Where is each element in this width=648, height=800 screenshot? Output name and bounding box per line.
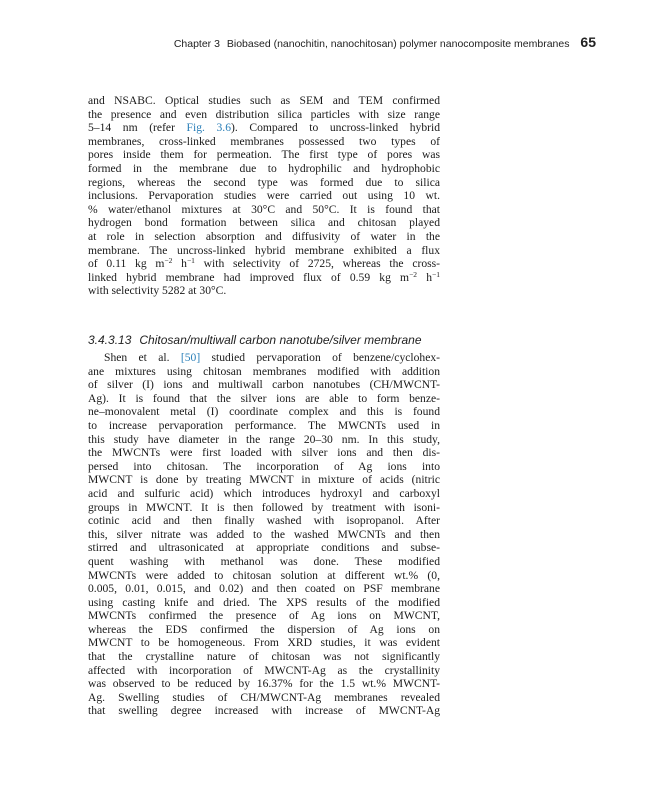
text-line: Ag. Swelling studies of CH/MWCNT-Ag membranes revealed xyxy=(88,690,440,704)
text-line: MWCNTs confirmed the presence of Ag ions on MWCNT, xyxy=(88,609,440,623)
text-line: membrane. The uncross-linked hybrid membrane exhibited a flux xyxy=(88,243,440,257)
text-line: hydrogen bond formation between silica and chitosan played xyxy=(88,216,440,230)
text-line: MWCNT to be homogeneous. From XRD studies, it was evident xyxy=(88,636,440,650)
figure-link[interactable]: Fig. 3.6 xyxy=(186,121,231,135)
text-line: of 0.11 kg $m^{-2}$ $h^{-1}$ with selectivity of 2725, whereas the cross- xyxy=(88,256,441,271)
text-line: inclusions. Pervaporation studies were carried out using 10 wt. xyxy=(88,189,440,203)
text-line: using casting knife and dried. The XPS results of the modified xyxy=(88,595,440,609)
text-line: that the crystalline nature of chitosan was not significantly xyxy=(88,650,440,664)
text-line: persed into chitosan. The incorporation of Ag ions into xyxy=(88,459,440,473)
section-number: 3.4.3.13 xyxy=(88,333,132,347)
section-title: Chitosan/multiwall carbon nanotube/silver membrane xyxy=(139,333,422,347)
text-line: this, silver nitrate was added to the washed MWCNTs and then xyxy=(88,527,440,541)
page-number: 65 xyxy=(580,34,596,50)
reference-link[interactable]: [50] xyxy=(180,351,201,364)
text-line: 0.005, 0.01, 0.015, and 0.02) and then coated on PSF membrane xyxy=(88,582,440,596)
header-title: Biobased (nanochitin, nanochitosan) polymer nanocomposite membranes xyxy=(226,38,570,50)
text-line: whereas the EDS confirmed the dispersion of Ag ions on xyxy=(88,622,440,636)
text-line: this study have diameter in the range 20–30 nm. In this study, xyxy=(88,432,440,446)
text-line: Shen et al. [50] studied pervaporation of benzene/cyclohex- xyxy=(104,351,441,364)
text-line: of silver (I) ions and multiwall carbon nanotubes (CH/MWCNT- xyxy=(88,378,440,392)
text-line: MWCNTs were added to chitosan solution at different wt.% (0, xyxy=(88,568,440,582)
text-line: with selectivity 5282 at 30°C. xyxy=(88,284,227,298)
text-line: that swelling degree increased with increase of MWCNT-Ag xyxy=(88,704,440,718)
text-line: quent washing with methanol was done. These modified xyxy=(88,554,440,568)
text-line: linked hybrid membrane had improved flux of 0.59 kg $m^{-2}$ $h^{-1}$ xyxy=(88,269,440,284)
text-line: 5–14 nm (refer Fig. 3.6). Compared to uncross-linked hybrid xyxy=(88,121,440,135)
text-line: formed in the membrane due to hydrophilic and hydrophobic xyxy=(88,161,440,175)
text-line: affected with incorporation of MWCNT-Ag as the crystallinity xyxy=(88,663,440,677)
text-line: to increase pervaporation performance. The MWCNTs used in xyxy=(88,418,440,432)
text-line: pores inside them for permeation. The first type of pores was xyxy=(88,148,440,162)
text-line: Ag). It is found that the silver ions are able to form benze- xyxy=(88,391,440,405)
text-line: the presence and even distribution silica particles with size range xyxy=(88,107,440,121)
section-heading xyxy=(88,333,422,347)
text-line: membranes, cross-linked membranes possessed two types of xyxy=(88,134,440,148)
text-line: regions, whereas the second type was formed due to silica xyxy=(88,175,440,189)
text-line: % water/ethanol mixtures at 30°C and 50°C. It is found that xyxy=(88,202,440,216)
text-line: acid and sulfuric acid) which introduces hydroxyl and carboxyl xyxy=(88,486,440,500)
text-line: at role in selection absorption and diffusivity of water in the xyxy=(88,229,440,243)
text-line: ne–monovalent metal (I) coordinate complex and this is found xyxy=(88,405,440,419)
header-chapter: Chapter 3 xyxy=(173,38,220,50)
running-header xyxy=(0,34,596,50)
text-line: MWCNT is done by treating MWCNT in mixture of acids (nitric xyxy=(88,473,440,487)
text-line: was observed to be reduced by 16.37% for the 1.5 wt.% MWCNT- xyxy=(88,677,440,691)
text-line: cotinic acid and then finally washed with isopropanol. After xyxy=(88,514,440,528)
text-line: the MWCNTs were first loaded with silver ions and then dis- xyxy=(88,446,440,460)
text-line: stirred and ultrasonicated at appropriate conditions and subse- xyxy=(88,541,440,555)
paragraph-2 xyxy=(88,351,440,718)
text-line: ane mixtures using chitosan membranes modified with addition xyxy=(88,364,440,378)
text-line: groups in MWCNT. It is then followed by treatment with isoni- xyxy=(88,500,440,514)
paragraph-1 xyxy=(88,94,440,298)
text-line: and NSABC. Optical studies such as SEM and TEM confirmed xyxy=(88,94,440,107)
